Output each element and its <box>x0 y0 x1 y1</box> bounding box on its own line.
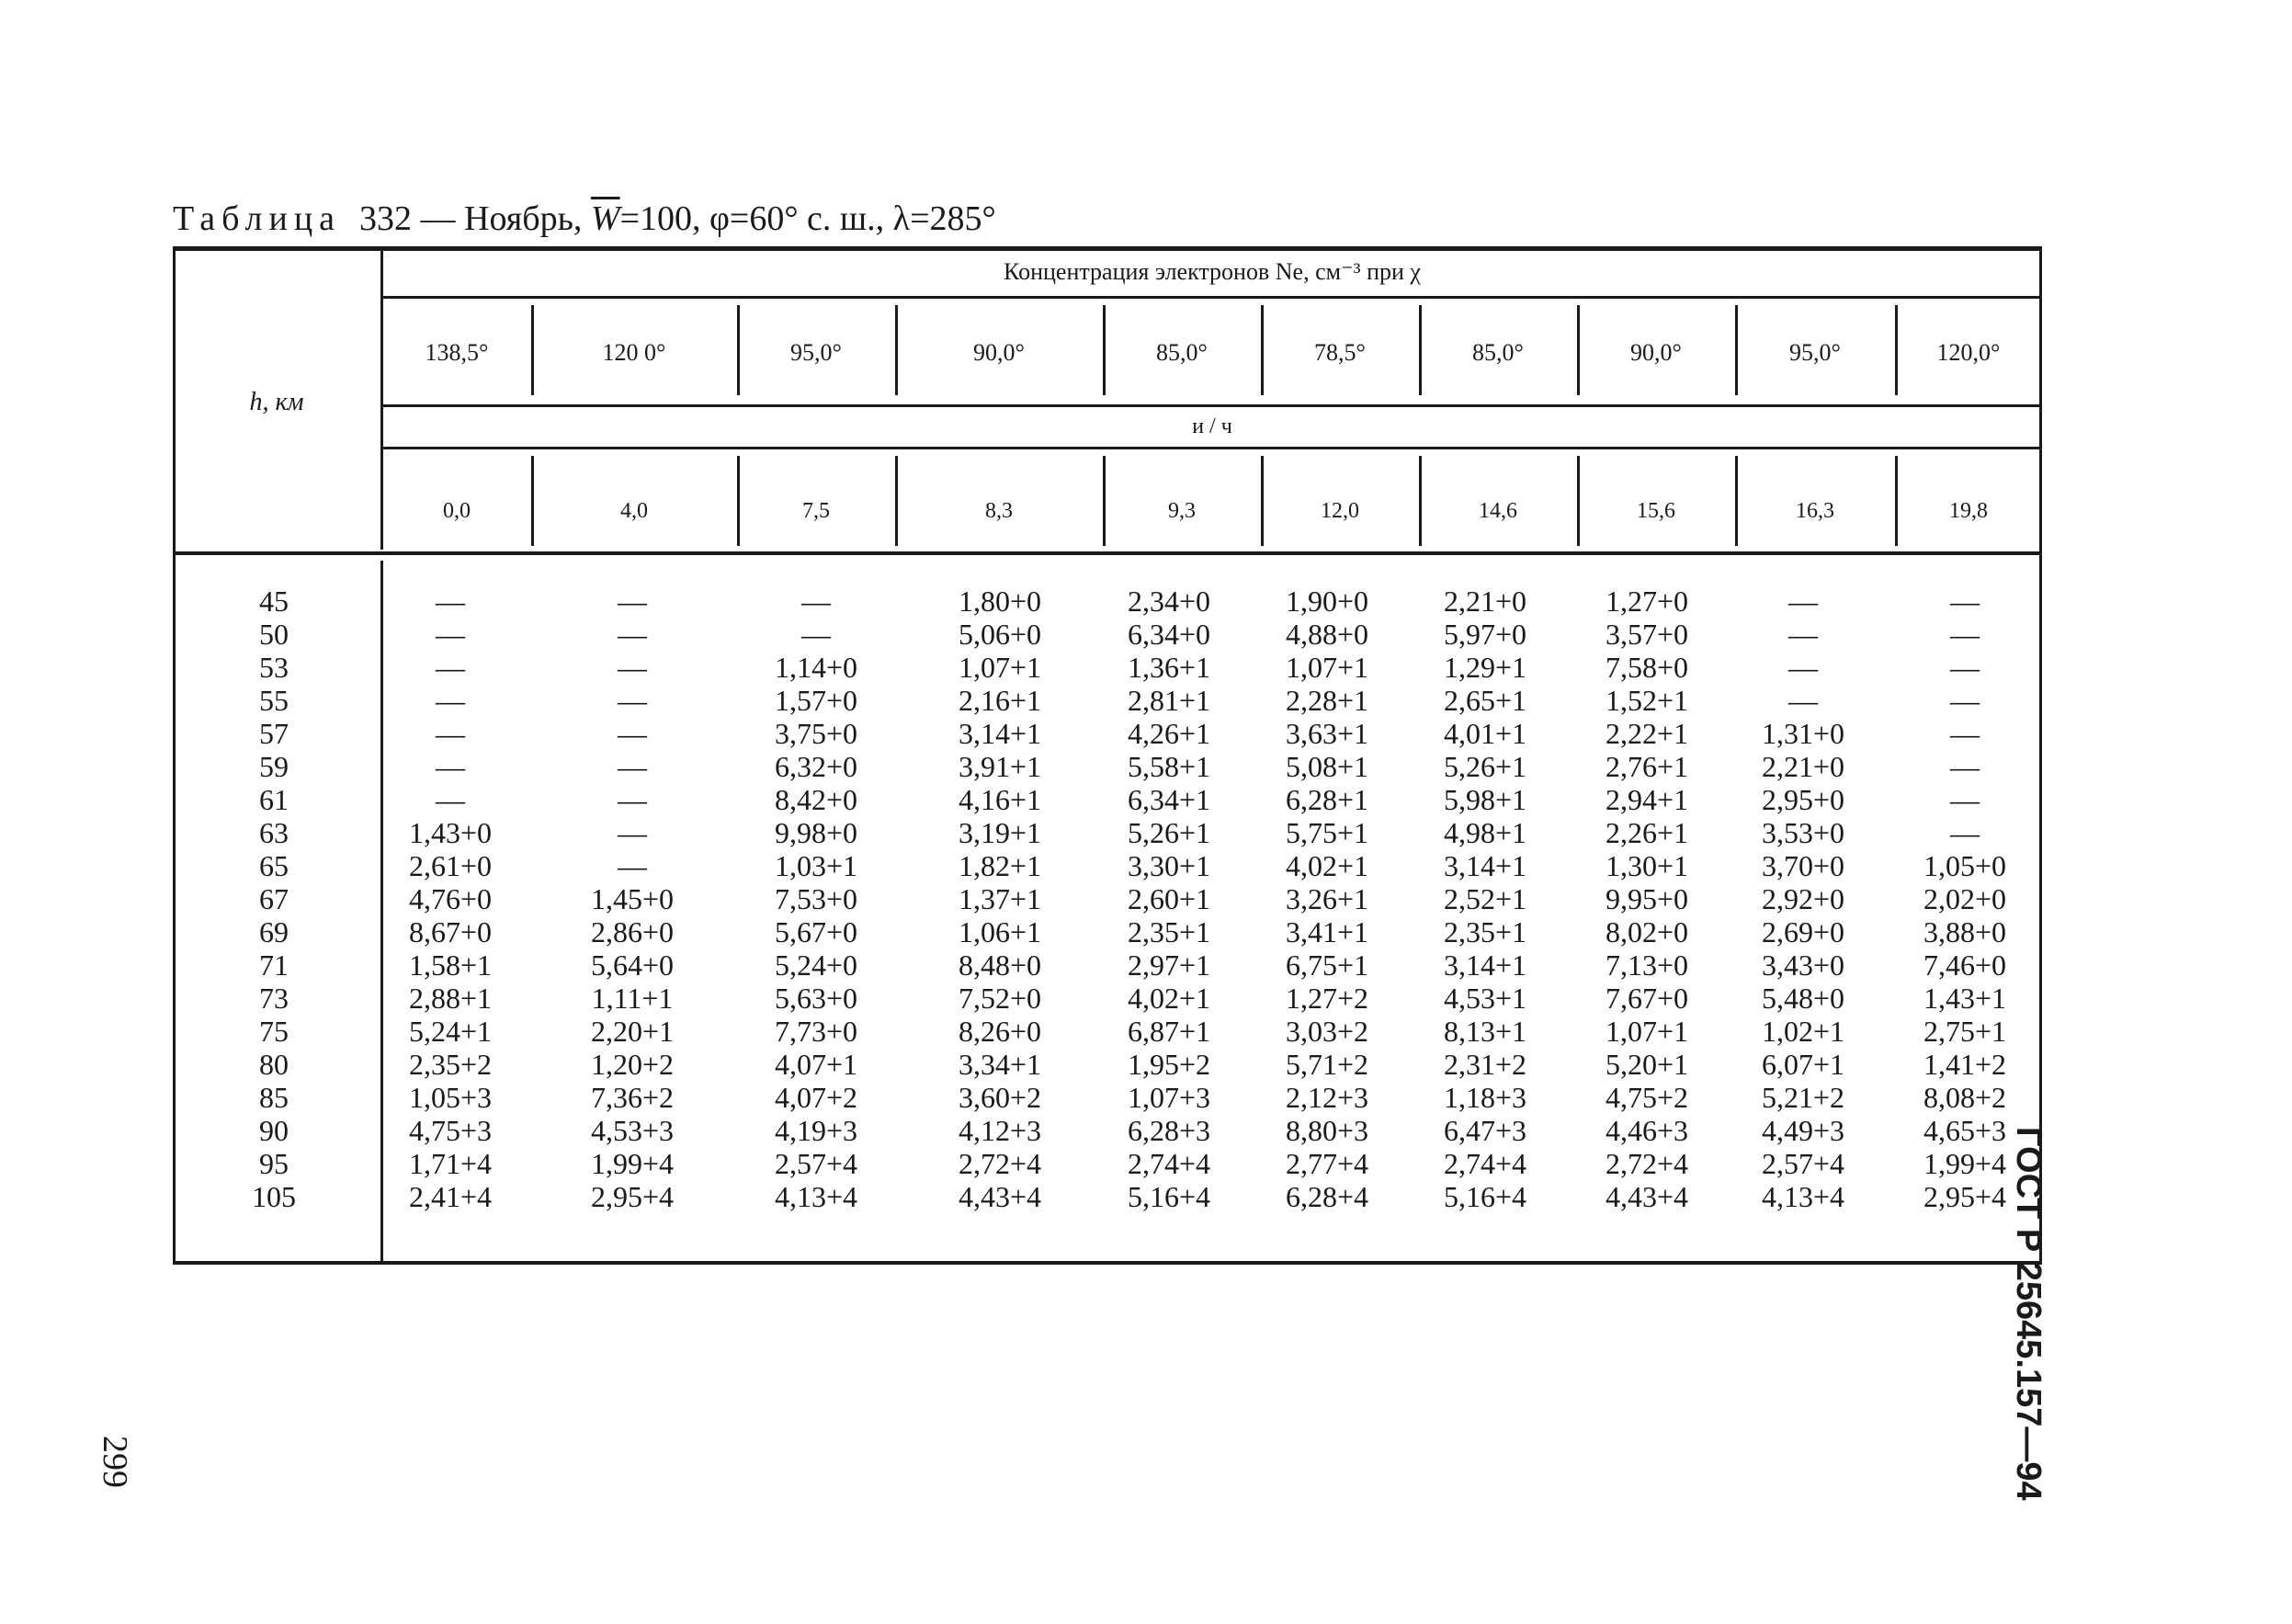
page-number-text: 299 <box>96 1436 134 1488</box>
header-rule-2 <box>382 404 2042 407</box>
table-cell: 5,26+1 <box>1127 816 1211 849</box>
table-cell: 4,46+3 <box>1605 1114 1689 1147</box>
table-cell: 2,94+1 <box>1605 783 1689 816</box>
table-cell: 6,28+4 <box>1285 1180 1369 1213</box>
table-cell: 1,43+0 <box>408 816 493 849</box>
table-cell: 3,30+1 <box>1127 849 1211 882</box>
table-cell: 1,82+1 <box>958 849 1042 882</box>
value-column <box>554 585 710 1213</box>
table-cell: 7,36+2 <box>590 1081 675 1114</box>
chi-divider <box>1895 305 1898 395</box>
value-column <box>1249 585 1405 1213</box>
group-header: Концентрация электронов Ne, см⁻³ при χ <box>1004 258 1421 285</box>
time-divider <box>531 456 534 546</box>
value-column <box>922 585 1078 1213</box>
table-cell: 6,28+1 <box>1285 783 1369 816</box>
table-cell: 73 <box>259 982 289 1015</box>
chi-header-cell: 78,5° <box>1314 339 1366 366</box>
table-cell: 2,72+4 <box>1605 1147 1689 1180</box>
h-km-header: h, км <box>249 388 304 416</box>
table-cell: 5,97+0 <box>1443 618 1527 651</box>
table-cell: 1,30+1 <box>1605 849 1689 882</box>
header-bottom-rule <box>173 551 2042 555</box>
table-cell: — <box>618 750 647 783</box>
table-cell: 65 <box>259 849 289 882</box>
table-cell: 4,16+1 <box>958 783 1042 816</box>
table-cell: 2,81+1 <box>1127 684 1211 717</box>
chi-divider <box>1577 305 1580 395</box>
table-cell: 7,46+0 <box>1923 948 2007 982</box>
chi-header-cell: 120,0° <box>1936 339 2001 366</box>
table-cell: 2,61+0 <box>408 849 493 882</box>
table-cell: 5,26+1 <box>1443 750 1527 783</box>
table-cell: 57 <box>259 717 289 750</box>
table-cell: — <box>618 849 647 882</box>
table-cell: 7,52+0 <box>958 982 1042 1015</box>
value-column <box>1887 585 2043 1213</box>
table-cell: 1,07+1 <box>958 651 1042 684</box>
chi-divider <box>1261 305 1264 395</box>
time-cell: 8,3 <box>985 499 1013 523</box>
table-cell: 5,16+4 <box>1127 1180 1211 1213</box>
table-cell: 2,97+1 <box>1127 948 1211 982</box>
table-cell: 4,07+1 <box>774 1048 858 1081</box>
table-cell: 1,27+2 <box>1285 982 1369 1015</box>
table-cell: — <box>618 816 647 849</box>
header-rule-3 <box>382 447 2042 449</box>
chi-divider <box>1419 305 1422 395</box>
time-cell: 12,0 <box>1321 499 1359 523</box>
table-cell: 4,07+2 <box>774 1081 858 1114</box>
table-cell: 90 <box>259 1114 289 1147</box>
table-cell: 2,95+4 <box>1923 1180 2007 1213</box>
table-cell: 71 <box>259 948 289 982</box>
table-cell: — <box>436 651 465 684</box>
table-cell: 6,34+1 <box>1127 783 1211 816</box>
table-cell: 8,13+1 <box>1443 1015 1527 1048</box>
table-cell: 1,58+1 <box>408 948 493 982</box>
table-cell: 5,21+2 <box>1761 1081 1845 1114</box>
table-cell: 1,05+3 <box>408 1081 493 1114</box>
table-cell: 5,48+0 <box>1761 982 1845 1015</box>
table-cell: 2,28+1 <box>1285 684 1369 717</box>
time-cell: 0,0 <box>443 499 471 523</box>
table-cell: 1,80+0 <box>958 585 1042 618</box>
height-column <box>196 585 352 1213</box>
chi-header-cell: 95,0° <box>790 339 842 366</box>
data-table <box>173 246 2042 1265</box>
value-column <box>372 585 528 1213</box>
table-cell: 4,43+4 <box>958 1180 1042 1213</box>
table-cell: — <box>436 750 465 783</box>
time-cell: 4,0 <box>620 499 648 523</box>
table-cell: 7,73+0 <box>774 1015 858 1048</box>
table-cell: 1,43+1 <box>1923 982 2007 1015</box>
chi-header-cell: 138,5° <box>425 339 489 366</box>
table-cell: 3,41+1 <box>1285 915 1369 948</box>
table-cell: — <box>801 585 831 618</box>
table-cell: — <box>436 717 465 750</box>
table-cell: 75 <box>259 1015 289 1048</box>
table-cell: 5,67+0 <box>774 915 858 948</box>
table-cell: 2,74+4 <box>1127 1147 1211 1180</box>
table-cell: 1,18+3 <box>1443 1081 1527 1114</box>
table-cell: — <box>1788 684 1818 717</box>
table-top-rule <box>173 246 2042 251</box>
table-cell: — <box>618 618 647 651</box>
table-cell: 2,35+2 <box>408 1048 493 1081</box>
table-cell: 85 <box>259 1081 289 1114</box>
table-cell: 4,53+1 <box>1443 982 1527 1015</box>
time-divider <box>1577 456 1580 546</box>
table-cell: — <box>618 684 647 717</box>
table-cell: 1,41+2 <box>1923 1048 2007 1081</box>
table-cell: — <box>1950 750 1980 783</box>
value-column <box>1725 585 1881 1213</box>
time-cell: 9,3 <box>1168 499 1196 523</box>
time-divider <box>1735 456 1738 546</box>
table-cell: 2,34+0 <box>1127 585 1211 618</box>
table-cell: — <box>1788 618 1818 651</box>
table-cell: 2,60+1 <box>1127 882 1211 915</box>
chi-header-cell: 85,0° <box>1472 339 1524 366</box>
table-cell: 2,26+1 <box>1605 816 1689 849</box>
table-cell: — <box>618 717 647 750</box>
chi-divider <box>895 305 898 395</box>
table-cell: 5,24+1 <box>408 1015 493 1048</box>
table-cell: 2,86+0 <box>590 915 675 948</box>
time-cell: 7,5 <box>802 499 830 523</box>
table-cell: 1,95+2 <box>1127 1048 1211 1081</box>
table-cell: 2,35+1 <box>1443 915 1527 948</box>
table-cell: 1,36+1 <box>1127 651 1211 684</box>
table-cell: 6,34+0 <box>1127 618 1211 651</box>
time-header: и / ч <box>1192 415 1232 438</box>
chi-divider <box>531 305 534 395</box>
table-cell: — <box>618 585 647 618</box>
table-cell: 1,57+0 <box>774 684 858 717</box>
table-cell: 3,75+0 <box>774 717 858 750</box>
table-cell: 3,57+0 <box>1605 618 1689 651</box>
table-cell: 2,74+4 <box>1443 1147 1527 1180</box>
table-cell: 2,22+1 <box>1605 717 1689 750</box>
table-cell: 7,67+0 <box>1605 982 1689 1015</box>
table-cell: 4,75+2 <box>1605 1081 1689 1114</box>
table-cell: 63 <box>259 816 289 849</box>
header-rule-1 <box>382 296 2042 299</box>
table-cell: 1,11+1 <box>591 982 674 1015</box>
table-cell: 1,99+4 <box>1923 1147 2007 1180</box>
table-cell: 1,03+1 <box>774 849 858 882</box>
table-cell: 2,95+4 <box>590 1180 675 1213</box>
chi-divider <box>1103 305 1106 395</box>
table-cell: — <box>436 684 465 717</box>
table-cell: 2,76+1 <box>1605 750 1689 783</box>
table-cell: 4,02+1 <box>1285 849 1369 882</box>
table-cell: 4,43+4 <box>1605 1180 1689 1213</box>
table-cell: 4,13+4 <box>774 1180 858 1213</box>
table-cell: 3,63+1 <box>1285 717 1369 750</box>
table-cell: 2,77+4 <box>1285 1147 1369 1180</box>
table-cell: 5,63+0 <box>774 982 858 1015</box>
table-cell: 5,16+4 <box>1443 1180 1527 1213</box>
table-cell: 45 <box>259 585 289 618</box>
chi-header-cell: 85,0° <box>1156 339 1208 366</box>
time-cell: 19,8 <box>1949 499 1988 523</box>
table-cell: 1,52+1 <box>1605 684 1689 717</box>
table-cell: 5,20+1 <box>1605 1048 1689 1081</box>
value-column <box>1407 585 1563 1213</box>
table-cell: — <box>618 651 647 684</box>
table-cell: 2,12+3 <box>1285 1081 1369 1114</box>
table-cell: 4,19+3 <box>774 1114 858 1147</box>
table-cell: — <box>1950 684 1980 717</box>
table-cell: 3,14+1 <box>1443 948 1527 982</box>
table-cell: 2,72+4 <box>958 1147 1042 1180</box>
table-cell: 3,53+0 <box>1761 816 1845 849</box>
table-cell: 4,76+0 <box>408 882 493 915</box>
table-cell: 2,95+0 <box>1761 783 1845 816</box>
table-cell: 105 <box>252 1180 296 1213</box>
table-cell: 5,58+1 <box>1127 750 1211 783</box>
table-cell: 7,53+0 <box>774 882 858 915</box>
table-cell: 4,98+1 <box>1443 816 1527 849</box>
table-cell: 1,37+1 <box>958 882 1042 915</box>
table-cell: 6,87+1 <box>1127 1015 1211 1048</box>
table-cell: 69 <box>259 915 289 948</box>
table-cell: 3,26+1 <box>1285 882 1369 915</box>
table-cell: 1,29+1 <box>1443 651 1527 684</box>
table-cell: 4,01+1 <box>1443 717 1527 750</box>
table-cell: 3,88+0 <box>1923 915 2007 948</box>
table-cell: — <box>801 618 831 651</box>
table-cell: — <box>618 783 647 816</box>
chi-header-cell: 90,0° <box>1630 339 1682 366</box>
value-column <box>738 585 894 1213</box>
table-cell: 4,88+0 <box>1285 618 1369 651</box>
time-cell: 16,3 <box>1796 499 1834 523</box>
table-cell: — <box>1950 585 1980 618</box>
gost-side-label <box>1978 1127 2051 1501</box>
table-cell: 3,70+0 <box>1761 849 1845 882</box>
table-cell: — <box>1788 585 1818 618</box>
table-cell: 1,02+1 <box>1761 1015 1845 1048</box>
table-cell: 3,43+0 <box>1761 948 1845 982</box>
table-cell: 5,06+0 <box>958 618 1042 651</box>
time-divider <box>1261 456 1264 546</box>
table-cell: 1,07+3 <box>1127 1081 1211 1114</box>
table-cell: 2,69+0 <box>1761 915 1845 948</box>
table-cell: 1,14+0 <box>774 651 858 684</box>
table-cell: 8,08+2 <box>1923 1081 2007 1114</box>
table-cell: 1,06+1 <box>958 915 1042 948</box>
table-cell: 5,71+2 <box>1285 1048 1369 1081</box>
chi-divider <box>1735 305 1738 395</box>
table-cell: — <box>1950 618 1980 651</box>
table-caption <box>173 191 996 246</box>
table-cell: 61 <box>259 783 289 816</box>
table-cell: 1,99+4 <box>590 1147 675 1180</box>
table-cell: 3,91+1 <box>958 750 1042 783</box>
chi-header-cell: 95,0° <box>1789 339 1841 366</box>
table-cell: 2,65+1 <box>1443 684 1527 717</box>
table-cell: 3,03+2 <box>1285 1015 1369 1048</box>
table-cell: 2,52+1 <box>1443 882 1527 915</box>
table-cell: 5,75+1 <box>1285 816 1369 849</box>
table-cell: 8,26+0 <box>958 1015 1042 1048</box>
table-cell: 2,31+2 <box>1443 1048 1527 1081</box>
table-cell: 1,71+4 <box>408 1147 493 1180</box>
value-column <box>1569 585 1725 1213</box>
caption-word: Таблица <box>173 199 342 238</box>
table-cell: — <box>1788 651 1818 684</box>
table-cell: 3,19+1 <box>958 816 1042 849</box>
table-cell: 2,88+1 <box>408 982 493 1015</box>
table-cell: 5,08+1 <box>1285 750 1369 783</box>
caption-w-symbol: $\overline{W}$ <box>590 199 620 238</box>
chi-header-cell: 90,0° <box>973 339 1025 366</box>
table-cell: 5,24+0 <box>774 948 858 982</box>
table-cell: 50 <box>259 618 289 651</box>
table-cell: 80 <box>259 1048 289 1081</box>
time-divider <box>895 456 898 546</box>
table-cell: 7,58+0 <box>1605 651 1689 684</box>
table-cell: 3,14+1 <box>958 717 1042 750</box>
table-cell: 59 <box>259 750 289 783</box>
table-cell: 2,75+1 <box>1923 1015 2007 1048</box>
table-cell: 2,92+0 <box>1761 882 1845 915</box>
table-cell: 8,02+0 <box>1605 915 1689 948</box>
gost-label-text: ГОСТ Р 25645.157—94 <box>2009 1127 2048 1501</box>
table-cell: 9,95+0 <box>1605 882 1689 915</box>
table-cell: 6,07+1 <box>1761 1048 1845 1081</box>
table-cell: 67 <box>259 882 289 915</box>
table-cell: 4,65+3 <box>1923 1114 2007 1147</box>
table-cell: 2,35+1 <box>1127 915 1211 948</box>
table-cell: 53 <box>259 651 289 684</box>
table-cell: 2,20+1 <box>590 1015 675 1048</box>
table-cell: 2,16+1 <box>958 684 1042 717</box>
table-cell: 8,67+0 <box>408 915 493 948</box>
table-cell: 1,45+0 <box>590 882 675 915</box>
table-cell: 8,42+0 <box>774 783 858 816</box>
table-cell: 55 <box>259 684 289 717</box>
page-number <box>92 1436 138 1518</box>
table-cell: 2,21+0 <box>1443 585 1527 618</box>
value-column <box>1091 585 1247 1213</box>
table-cell: 1,07+1 <box>1605 1015 1689 1048</box>
table-cell: 2,57+4 <box>1761 1147 1845 1180</box>
table-cell: 7,13+0 <box>1605 948 1689 982</box>
table-cell: 95 <box>259 1147 289 1180</box>
time-divider <box>1419 456 1422 546</box>
table-cell: 5,64+0 <box>590 948 675 982</box>
table-cell: 1,31+0 <box>1761 717 1845 750</box>
table-bottom-rule <box>173 1261 2042 1265</box>
h-column-divider-top <box>380 246 383 550</box>
time-cell: 14,6 <box>1479 499 1517 523</box>
table-cell: 1,07+1 <box>1285 651 1369 684</box>
table-cell: — <box>1950 651 1980 684</box>
table-cell: 2,02+0 <box>1923 882 2007 915</box>
table-cell: 3,34+1 <box>958 1048 1042 1081</box>
table-cell: 2,57+4 <box>774 1147 858 1180</box>
table-cell: — <box>1950 816 1980 849</box>
table-cell: 6,75+1 <box>1285 948 1369 982</box>
table-cell: 3,14+1 <box>1443 849 1527 882</box>
table-cell: 1,05+0 <box>1923 849 2007 882</box>
table-cell: 6,47+3 <box>1443 1114 1527 1147</box>
table-cell: 4,53+3 <box>590 1114 675 1147</box>
table-cell: 8,80+3 <box>1285 1114 1369 1147</box>
table-cell: 1,20+2 <box>590 1048 675 1081</box>
table-cell: 4,12+3 <box>958 1114 1042 1147</box>
table-cell: 6,32+0 <box>774 750 858 783</box>
time-cell: 15,6 <box>1637 499 1675 523</box>
table-cell: 9,98+0 <box>774 816 858 849</box>
table-cell: — <box>1950 717 1980 750</box>
table-cell: 1,27+0 <box>1605 585 1689 618</box>
table-cell: 5,98+1 <box>1443 783 1527 816</box>
table-cell: 4,13+4 <box>1761 1180 1845 1213</box>
time-divider <box>1895 456 1898 546</box>
time-divider <box>737 456 740 546</box>
table-cell: 6,28+3 <box>1127 1114 1211 1147</box>
table-cell: 8,48+0 <box>958 948 1042 982</box>
table-cell: — <box>1950 783 1980 816</box>
table-cell: 4,49+3 <box>1761 1114 1845 1147</box>
chi-divider <box>737 305 740 395</box>
table-cell: 4,26+1 <box>1127 717 1211 750</box>
table-cell: 4,02+1 <box>1127 982 1211 1015</box>
caption-post: =100, φ=60° с. ш., λ=285° <box>619 199 996 238</box>
table-cell: 2,21+0 <box>1761 750 1845 783</box>
table-cell: 4,75+3 <box>408 1114 493 1147</box>
time-divider <box>1103 456 1106 546</box>
table-cell: — <box>436 585 465 618</box>
table-cell: — <box>436 618 465 651</box>
table-cell: 2,41+4 <box>408 1180 493 1213</box>
table-cell: 1,90+0 <box>1285 585 1369 618</box>
chi-header-cell: 120 0° <box>602 339 666 366</box>
table-cell: — <box>436 783 465 816</box>
table-cell: 3,60+2 <box>958 1081 1042 1114</box>
caption-pre: 332 — Ноябрь, <box>359 199 591 238</box>
